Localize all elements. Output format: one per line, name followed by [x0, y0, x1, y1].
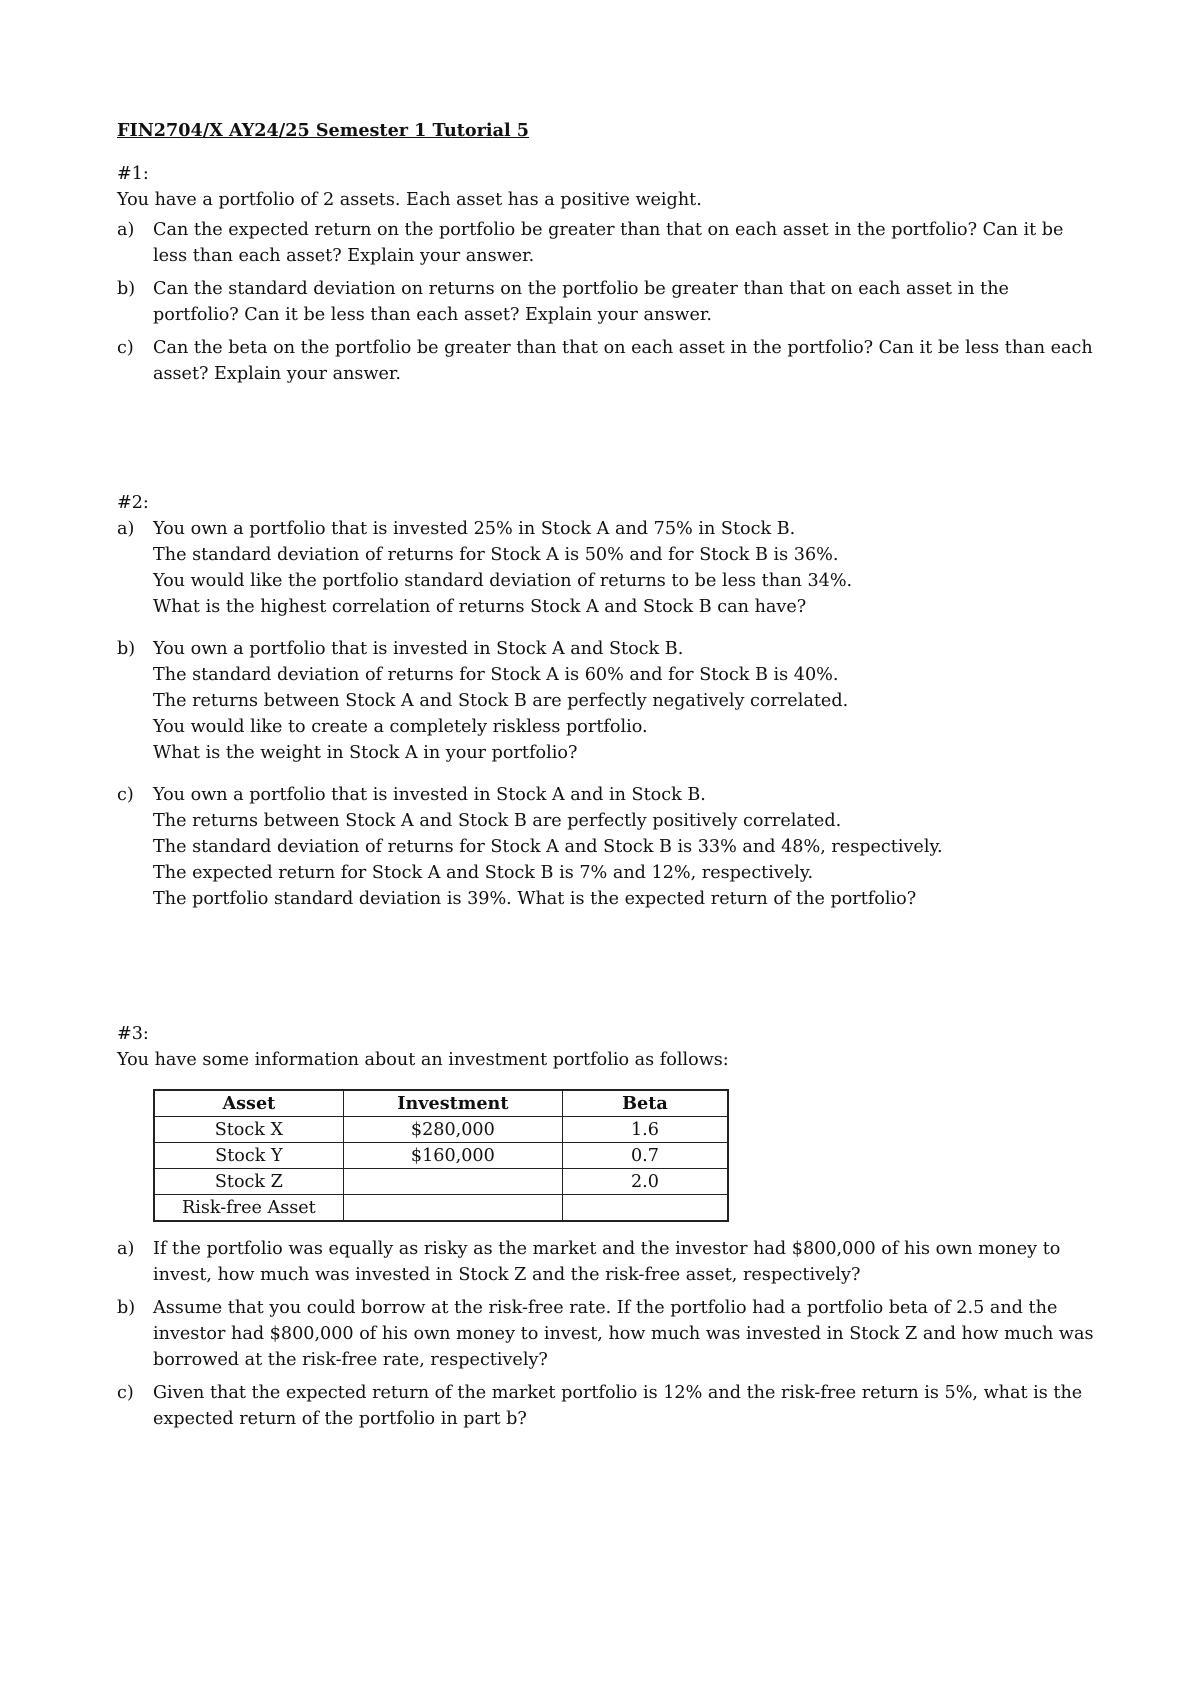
question-3-heading: #3: [117, 1024, 149, 1044]
table-cell [343, 1169, 562, 1195]
part-label: c) [117, 785, 134, 805]
table-cell: Stock Y [154, 1143, 343, 1169]
part-label: c) [117, 1383, 134, 1403]
question-3-part-c [117, 1380, 1097, 1432]
table-cell [562, 1195, 728, 1222]
part-line: You would like to create a completely riskless portfolio. [153, 717, 648, 737]
table-cell: $160,000 [343, 1143, 562, 1169]
part-line: What is the highest correlation of returns Stock A and Stock B can have? [153, 597, 807, 617]
table-cell: $280,000 [343, 1117, 562, 1143]
part-line: The portfolio standard deviation is 39%. What is the expected return of the portfolio? [153, 889, 917, 909]
part-line: You own a portfolio that is invested in Stock A and in Stock B. [153, 785, 706, 805]
table-row [154, 1143, 728, 1169]
part-label: b) [117, 279, 136, 299]
table-header: Investment [343, 1090, 562, 1117]
part-line: You would like the portfolio standard deviation of returns to be less than 34%. [153, 571, 853, 591]
part-text: Given that the expected return of the market portfolio is 12% and the risk-free return is 5%, what is the expected return of the portfolio in part b? [153, 1383, 1083, 1429]
table-cell: Risk-free Asset [154, 1195, 343, 1222]
question-1 [117, 161, 1097, 387]
part-text: If the portfolio was equally as risky as the market and the investor had $800,000 of his own money to invest, how much was invested in Stock Z and the risk-free asset, respectively? [153, 1239, 1061, 1285]
part-text: Can the beta on the portfolio be greater than that on each asset in the portfolio? Can it be less than each asset? Explain your answer. [153, 338, 1093, 384]
part-line: The returns between Stock A and Stock B are perfectly positively correlated. [153, 811, 842, 831]
table-cell: 1.6 [562, 1117, 728, 1143]
table-header: Asset [154, 1090, 343, 1117]
part-label: c) [117, 338, 134, 358]
part-label: a) [117, 220, 135, 240]
question-2 [117, 490, 1097, 912]
part-text: Can the expected return on the portfolio be greater than that on each asset in the portfolio? Can it be less than each asset? Explain your answer. [153, 220, 1064, 266]
part-line: You own a portfolio that is invested 25% in Stock A and 75% in Stock B. [153, 519, 796, 539]
question-1-intro: You have a portfolio of 2 assets. Each asset has a positive weight. [117, 190, 702, 210]
spacer [117, 394, 1097, 490]
spacer [117, 919, 1097, 1021]
part-line: What is the weight in Stock A in your portfolio? [153, 743, 578, 763]
part-label: b) [117, 639, 136, 659]
table-row [154, 1195, 728, 1222]
table-header-row [154, 1090, 728, 1117]
question-1-part-c [117, 335, 1097, 387]
table-cell: 2.0 [562, 1169, 728, 1195]
part-line: The returns between Stock A and Stock B are perfectly negatively correlated. [153, 691, 849, 711]
question-2-heading: #2: [117, 493, 149, 513]
table-cell: Stock X [154, 1117, 343, 1143]
table-row [154, 1169, 728, 1195]
portfolio-table [153, 1089, 729, 1222]
question-1-heading: #1: [117, 164, 149, 184]
part-line: You own a portfolio that is invested in Stock A and Stock B. [153, 639, 684, 659]
question-3-part-b [117, 1295, 1097, 1373]
table-cell [343, 1195, 562, 1222]
table-header: Beta [562, 1090, 728, 1117]
question-2-part-b [117, 636, 1097, 766]
part-line: The standard deviation of returns for Stock A is 60% and for Stock B is 40%. [153, 665, 839, 685]
table-cell: 0.7 [562, 1143, 728, 1169]
document-page [117, 118, 1097, 1439]
part-text: Can the standard deviation on returns on the portfolio be greater than that on each asset in the portfolio? Can it be less than each asset? Explain your answer. [153, 279, 1009, 325]
table-row [154, 1117, 728, 1143]
part-line: The expected return for Stock A and Stock B is 7% and 12%, respectively. [153, 863, 814, 883]
question-2-part-c [117, 782, 1097, 912]
part-label: a) [117, 1239, 135, 1259]
question-1-part-b [117, 276, 1097, 328]
part-text [153, 636, 1097, 766]
part-text [153, 516, 1097, 620]
part-line: The standard deviation of returns for Stock A is 50% and for Stock B is 36%. [153, 545, 839, 565]
part-line: The standard deviation of returns for Stock A and Stock B is 33% and 48%, respectively. [153, 837, 943, 857]
question-2-part-a [117, 516, 1097, 620]
part-label: b) [117, 1298, 136, 1318]
part-text [153, 782, 1097, 912]
question-3-part-a [117, 1236, 1097, 1288]
document-title: FIN2704/X AY24/25 Semester 1 Tutorial 5 [117, 120, 530, 141]
part-label: a) [117, 519, 135, 539]
table-cell: Stock Z [154, 1169, 343, 1195]
part-text: Assume that you could borrow at the risk-free rate. If the portfolio had a portfolio beta of 2.5 and the investor had $800,000 of his own money to invest, how much was invested in Stock Z and how much was borrowed at the risk-free rate, respectively? [153, 1298, 1094, 1370]
question-3 [117, 1021, 1097, 1432]
question-1-part-a [117, 217, 1097, 269]
question-3-intro: You have some information about an investment portfolio as follows: [117, 1050, 729, 1070]
